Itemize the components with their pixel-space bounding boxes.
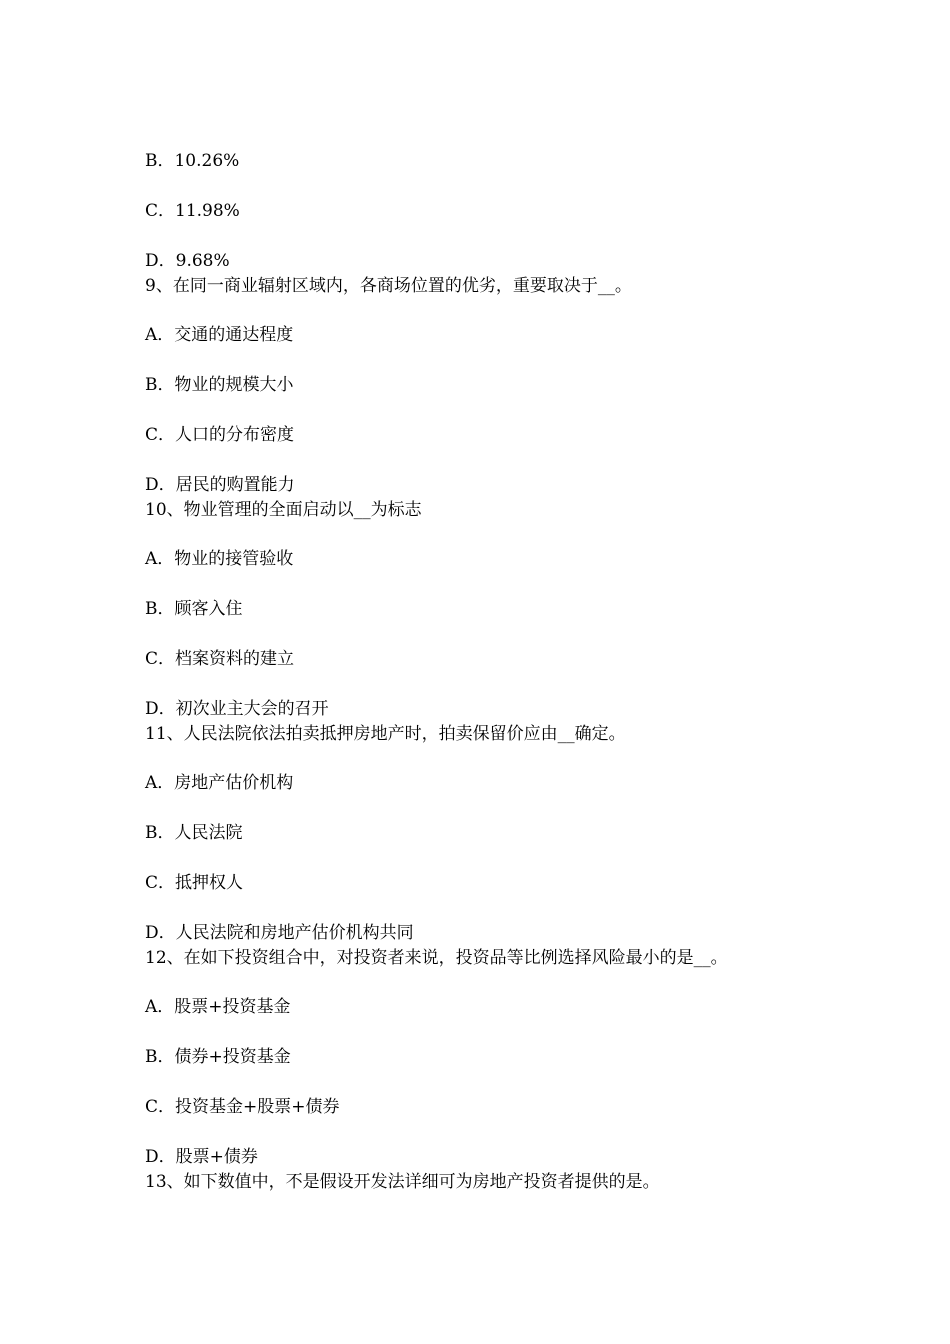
question-9: 9、在同一商业辐射区域内，各商场位置的优劣，重要取决于__。 [145, 276, 632, 296]
option-c: C．投资基金+股票+债券 [145, 1097, 340, 1117]
option-d: D．居民的购置能力 [145, 475, 295, 495]
question-12: 12、在如下投资组合中，对投资者来说，投资品等比例选择风险最小的是__。 [145, 948, 728, 968]
option-a: A．股票+投资基金 [145, 997, 291, 1017]
option-a: A．物业的接管验收 [145, 549, 294, 569]
option-b: B．顾客入住 [145, 599, 243, 619]
option-b: B．物业的规模大小 [145, 375, 294, 395]
option-d: D．初次业主大会的召开 [145, 699, 329, 719]
option-d: D．9.68% [145, 251, 230, 271]
option-a: A．房地产估价机构 [145, 773, 294, 793]
option-c: C．抵押权人 [145, 873, 244, 893]
question-13: 13、如下数值中，不是假设开发法详细可为房地产投资者提供的是。 [145, 1172, 660, 1192]
option-c: C．人口的分布密度 [145, 425, 295, 445]
question-10: 10、物业管理的全面启动以__为标志 [145, 500, 422, 520]
option-c: C．11.98% [145, 201, 240, 221]
option-b: B．人民法院 [145, 823, 243, 843]
option-b: B．10.26% [145, 151, 240, 171]
option-b: B．债券+投资基金 [145, 1047, 291, 1067]
option-d: D．人民法院和房地产估价机构共同 [145, 923, 414, 943]
option-c: C．档案资料的建立 [145, 649, 295, 669]
option-a: A．交通的通达程度 [145, 325, 294, 345]
option-d: D．股票+债券 [145, 1147, 258, 1167]
question-11: 11、人民法院依法拍卖抵押房地产时，拍卖保留价应由__确定。 [145, 724, 626, 744]
